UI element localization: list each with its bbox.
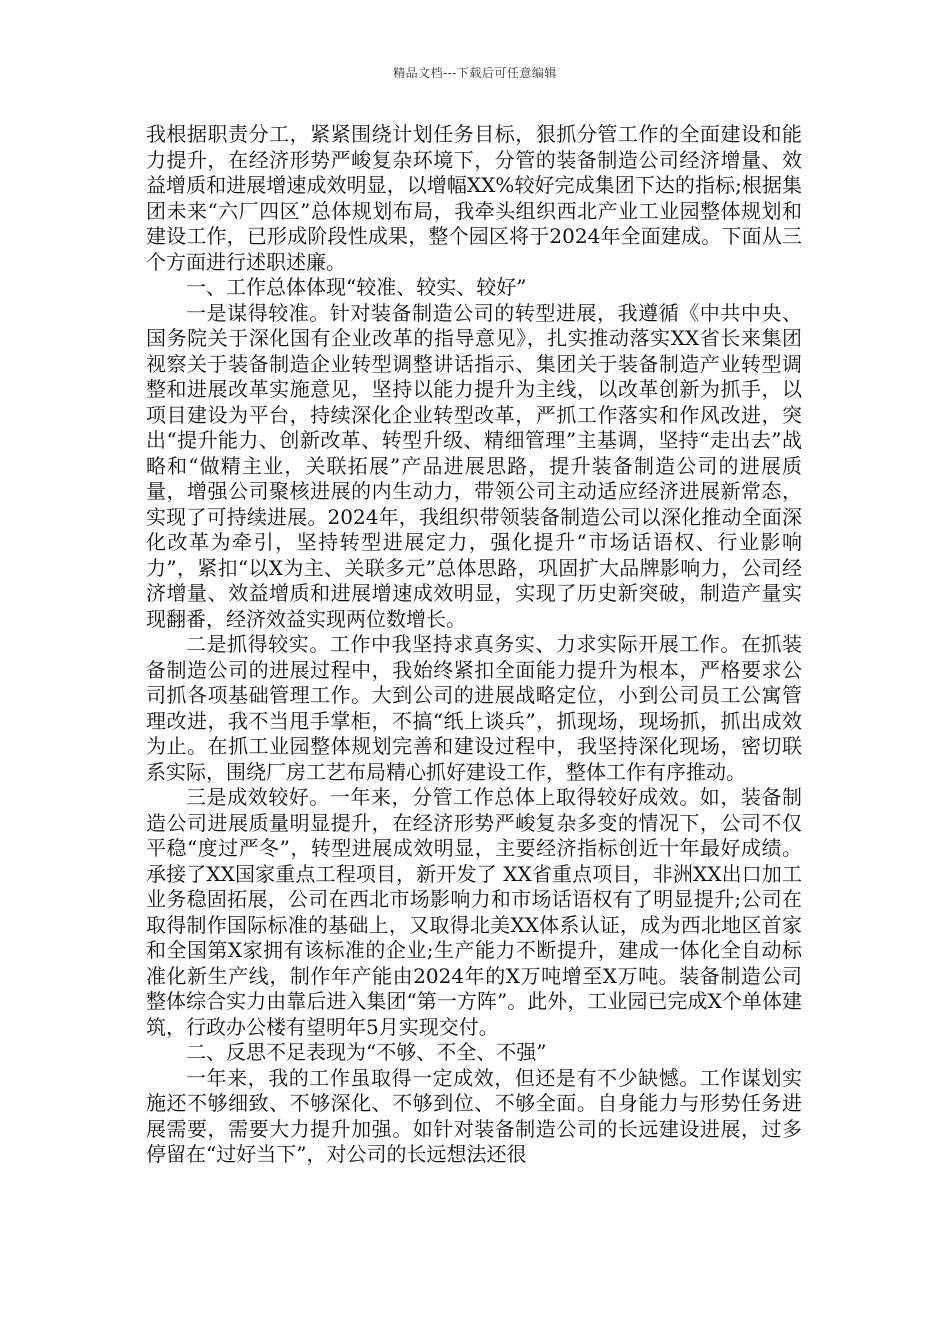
page-header: 精品文档---下载后可任意编辑 [393, 66, 557, 80]
section-heading-1: 一、工作总体体现“较准、较实、较好” [186, 275, 527, 299]
paragraph-solid-work: 二是抓得较实。工作中我坚持求真务实、力求实际开展工作。在抓装备制造公司的进展过程中，我始终紧扣全面能力提升为根本，严格要求公司抓各项基础管理工作。大到公司的进展战略定位，小到公司员工公寓管理改进，我不当甩手掌柜，不搞“纸上谈兵”，抓现场，现场抓，抓出成效为止。在抓工业园整体规划完善和建设过程中，我坚持深化现场，密切联系实际，围绕厂房工艺布局精心抓好建设工作，整体工作有序推动。 [146, 632, 802, 784]
paragraph-shortcomings: 一年来，我的工作虽取得一定成效，但还是有不少缺憾。工作谋划实施还不够细致、不够深化、不够到位、不够全面。自身能力与形势任务进展需要，需要大力提升加强。如针对装备制造公司的长远建设进展，过多停留在“过好当下”，对公司的长远想法还很 [146, 1065, 802, 1166]
intro-paragraph: 我根据职责分工，紧紧围绕计划任务目标，狠抓分管工作的全面建设和能力提升，在经济形势严峻复杂环境下，分管的装备制造公司经济增量、效益增质和进展增速成效明显，以增幅XX%较好完成集团下达的指标;根据集团未来“六厂四区”总体规划布局，我牵头组织西北产业工业园整体规划和建设工作，已形成阶段性成果，整个园区将于2024年全面建成。下面从三个方面进行述职述廉。 [146, 122, 802, 274]
paragraph-good-results: 三是成效较好。一年来，分管工作总体上取得较好成效。如，装备制造公司进展质量明显提升，在经济形势严峻复杂多变的情况下，公司不仅平稳“度过严冬”，转型进展成效明显，主要经济指标创近十年最好成绩。承接了XX国家重点工程项目，新开发了 XX省重点项目，非洲XX出口加工业务稳固拓展，公司在西北市场影响力和市场话语权有了明显提升;公司在取得制作国际标准的基础上，又取得北美XX体系认证，成为西北地区首家和全国第X家拥有该标准的企业;生产能力不断提升，建成一体化全自动标准化新生产线，制作年产能由2024年的X万吨增至X万吨。装备制造公司整体综合实力由靠后进入集团“第一方阵”。此外，工业园已完成X个单体建筑，行政办公楼有望明年5月实现交付。 [146, 785, 802, 1039]
section-heading-2: 二、反思不足表现为“不够、不全、不强” [186, 1040, 547, 1064]
paragraph-accurate-planning: 一是谋得较准。针对装备制造公司的转型进展，我遵循《中共中央、国务院关于深化国有企业改革的指导意见》，扎实推动落实XX省长来集团视察关于装备制造企业转型调整讲话指示、集团关于装备制造产业转型调整和进展改革实施意见，坚持以能力提升为主线，以改革创新为抓手，以项目建设为平台，持续深化企业转型改革，严抓工作落实和作风改进，突出“提升能力、创新改革、转型升级、精细管理”主基调，坚持“走出去”战略和“做精主业，关联拓展”产品进展思路，提升装备制造公司的进展质量，增强公司聚核进展的内生动力，带领公司主动适应经济进展新常态，实现了可持续进展。2024年，我组织带领装备制造公司以深化推动全面深化改革为牵引，坚持转型进展定力，强化提升“市场话语权、行业影响力”，紧扣“以X为主、关联多元”总体思路，巩固扩大品牌影响力，公司经济增量、效益增质和进展增速成效明显，实现了历史新突破，制造产量实现翻番，经济效益实现两位数增长。 [146, 300, 802, 631]
document-body [146, 122, 802, 1168]
